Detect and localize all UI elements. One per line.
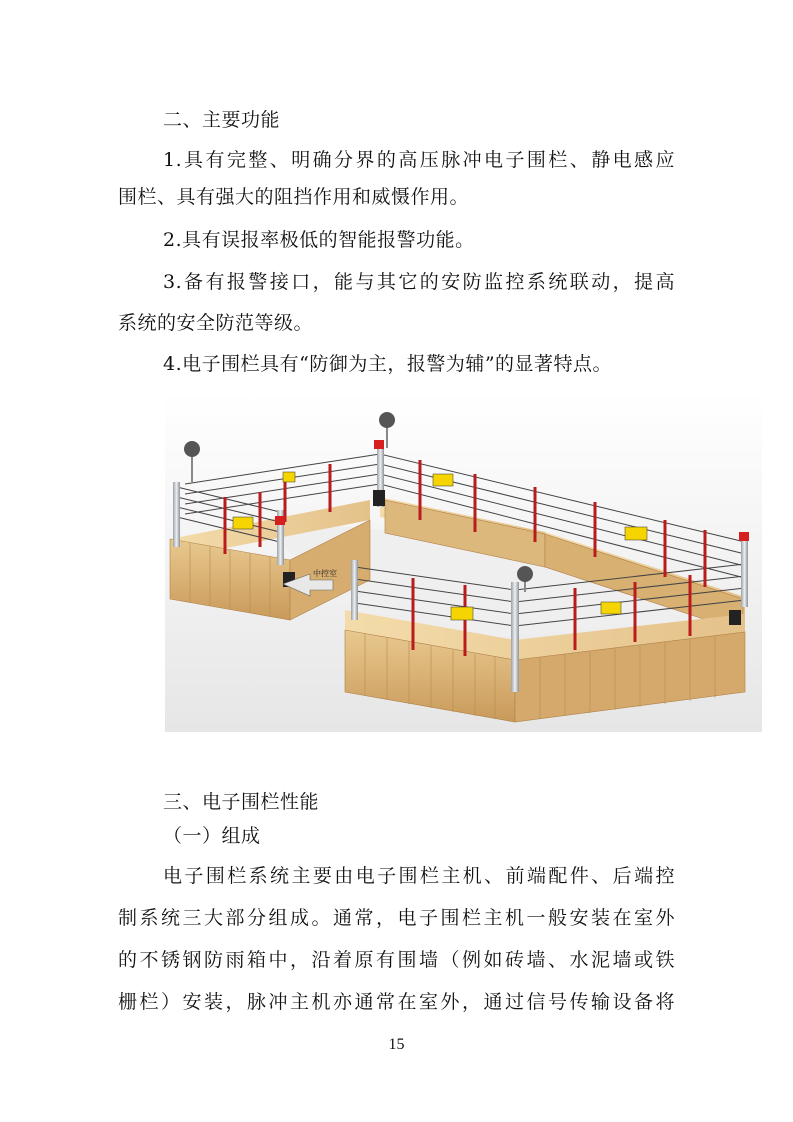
list-item-4: 4.电子围栏具有“防御为主，报警为辅”的显著特点。 bbox=[163, 353, 613, 375]
paragraph-line-4: 栅栏）安装，脉冲主机亦通常在室外，通过信号传输设备将 bbox=[118, 991, 675, 1013]
control-room-label: 中控室 bbox=[313, 569, 337, 578]
paragraph-line-3: 的不锈钢防雨箱中，沿着原有围墙（例如砖墙、水泥墙或铁 bbox=[118, 949, 675, 971]
page-number: 15 bbox=[388, 1036, 405, 1053]
section-heading-main-functions: 二、主要功能 bbox=[163, 109, 281, 131]
list-item-2: 2.具有误报率极低的智能报警功能。 bbox=[163, 229, 475, 251]
paragraph-line-2: 制系统三大部分组成。通常，电子围栏主机一般安装在室外 bbox=[118, 907, 675, 929]
list-item-1-line-2: 围栏、具有强大的阻挡作用和威慑作用。 bbox=[118, 186, 470, 208]
section-heading-fence-performance: 三、电子围栏性能 bbox=[163, 791, 320, 813]
list-item-1-line-1: 1.具有完整、明确分界的高压脉冲电子围栏、静电感应 bbox=[163, 149, 675, 171]
list-item-3-line-2: 系统的安全防范等级。 bbox=[118, 312, 314, 334]
electric-fence-illustration bbox=[165, 392, 762, 732]
subsection-heading-composition: （一）组成 bbox=[163, 825, 261, 847]
paragraph-line-1: 电子围栏系统主要由电子围栏主机、前端配件、后端控 bbox=[163, 865, 675, 887]
list-item-3-line-1: 3.备有报警接口，能与其它的安防监控系统联动，提高 bbox=[163, 271, 675, 293]
fence-diagram-svg bbox=[165, 392, 762, 732]
